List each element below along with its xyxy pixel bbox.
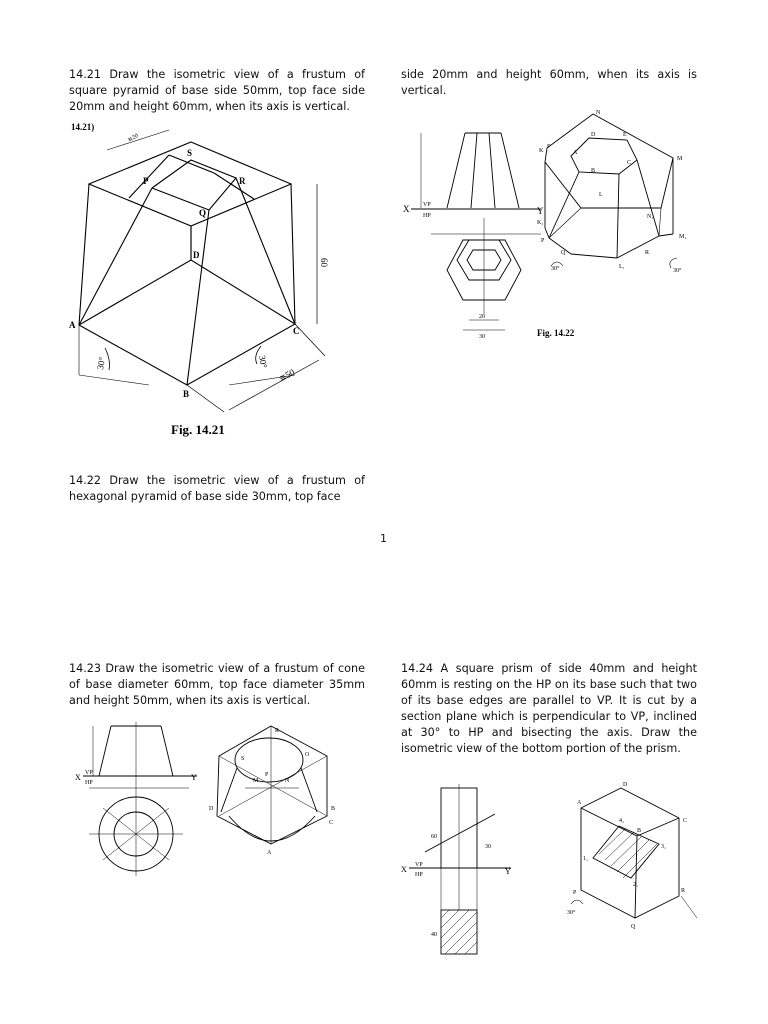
fig-14-22-dim-20: 20 [479,314,485,320]
fig-14-22-angle-2: 30° [673,268,682,274]
fig-14-23-label-p: P [265,772,269,778]
fig-14-21-label-b: B [183,389,190,399]
fig-14-24-angle: 30° [567,910,576,916]
fig-14-21-label-s: S [187,148,193,158]
fig-14-21-label-d: D [193,250,200,260]
fig-14-23-label-x: X [75,773,81,782]
fig-14-24-label-2-1: 2₁ [633,882,639,888]
fig-14-22-label-p: P [541,238,545,244]
question-14-22-continued: side 20mm and height 60mm, when its axis is vertical. [401,68,697,97]
fig-14-24-label-y: Y [505,867,511,876]
fig-14-21-angle-left: 30° [95,356,108,371]
fig-14-23-label-a: A [267,850,272,856]
fig-14-24-dim-40: 40 [431,932,437,938]
fig-14-21-angle-right: 30° [257,354,270,369]
fig-14-22-caption: Fig. 14.22 [537,328,575,338]
fig-14-21-dim-top: ≅20 [127,133,140,144]
fig-14-22-label-vp: VP [423,202,431,208]
fig-14-24-label-x: X [401,865,407,874]
fig-14-23-label-m: M [253,778,259,784]
fig-14-22-label-l1: L₁ [619,264,625,270]
fig-14-23-label-o: O [305,752,310,758]
figure-14-21 [69,120,349,442]
fig-14-22-label-c: C [627,160,632,166]
page-number: 1 [380,532,387,545]
fig-14-24-label-p: P [573,890,577,896]
fig-14-21-caption: Fig. 14.21 [171,422,225,437]
fig-14-22-label-k: K [539,148,544,154]
fig-14-22-label-m: M [677,156,683,162]
fig-14-21-label-p: P [143,176,149,186]
figure-14-22-drawing [401,108,701,342]
fig-14-22-label-q: Q [561,250,566,256]
fig-14-23-label-vp: VP [85,770,93,776]
fig-14-22-label-k1: K₁ [537,220,544,226]
fig-14-21-dim-height: 60 [319,258,329,267]
figure-14-24-drawing [401,778,699,974]
fig-14-22-label-e: E [623,132,627,138]
fig-14-24-label-3-1: 3₁ [661,844,667,850]
question-14-24: 14.24 A square prism of side 40mm and height 60mm is resting on the HP on its base such that two of its base edges are parallel to VP. It is cut by a section plane which is perpendicular to VP, inclined at 30° to HP and bisecting the axis. Draw the isometric view of the bottom portion of the prism. [401,662,697,755]
figure-14-21-drawing [69,120,349,442]
figure-14-23 [69,716,335,890]
fig-14-24-label-q: Q [631,924,636,930]
fig-14-24-label-d: D [623,782,628,788]
fig-14-22-angle-1: 30° [551,266,560,272]
fig-14-22-label-x: X [403,204,410,214]
fig-14-21-label-c: C [293,326,300,336]
fig-14-23-label-b: B [331,806,335,812]
fig-14-24-label-b: B [637,828,642,834]
fig-14-21-label-q: Q [199,208,207,218]
figure-14-23-drawing [69,716,335,890]
fig-14-24-label-4-1: 4₁ [619,818,625,824]
fig-14-23-label-n: N [285,778,290,784]
fig-14-22-dim-30: 30 [479,334,485,340]
fig-14-22-label-hp: HP [423,213,431,219]
question-14-21: 14.21 Draw the isometric view of a frustum of square pyramid of base side 50mm, top face side 20mm and height 60mm, when its axis is vertical. [69,68,365,113]
fig-14-22-label-n: N [596,110,601,116]
fig-14-22-label-b: B [591,168,596,174]
fig-14-21-label-a: A [69,320,76,330]
fig-14-22-label-m1: M₁ [679,234,687,240]
fig-14-24-label-vp: VP [415,862,423,868]
fig-14-21-dim-base: ≅50 [277,366,297,384]
fig-14-24-dim-30: 30 [485,844,491,850]
fig-14-24-dim-60: 60 [431,834,437,840]
fig-14-23-label-d: D [209,806,214,812]
fig-14-21-label-r: R [239,176,246,186]
fig-14-22-label-l: L [599,192,603,198]
fig-14-23-label-y: Y [191,773,197,782]
fig-14-24-label-a: A [577,800,582,806]
fig-14-23-label-c: C [329,820,334,826]
fig-14-24-label-c: C [683,818,688,824]
fig-14-24-label-r: R [681,888,686,894]
fig-14-22-label-f: F [547,144,551,150]
fig-14-22-label-n1: N₁ [647,214,654,220]
figure-14-22 [401,108,701,342]
question-14-23: 14.23 Draw the isometric view of a frustum of cone of base diameter 60mm, top face diameter 35mm and height 50mm, when its axis is vertical. [69,662,365,707]
fig-14-24-label-1-1: 1₁ [583,856,589,862]
fig-14-22-label-y: Y [537,206,544,216]
fig-14-21-corner-label: 14.21) [71,122,95,132]
question-14-22: 14.22 Draw the isometric view of a frustum of hexagonal pyramid of base side 30mm, top face [69,474,365,503]
fig-14-23-label-r: R [275,728,280,734]
fig-14-22-label-d: D [591,132,596,138]
fig-14-24-label-hp: HP [415,872,423,878]
fig-14-23-label-s: S [241,756,245,762]
fig-14-22-label-r: R [645,250,650,256]
fig-14-22-label-a: A [573,150,578,156]
figure-14-24 [401,778,699,974]
fig-14-23-label-hp: HP [85,780,93,786]
